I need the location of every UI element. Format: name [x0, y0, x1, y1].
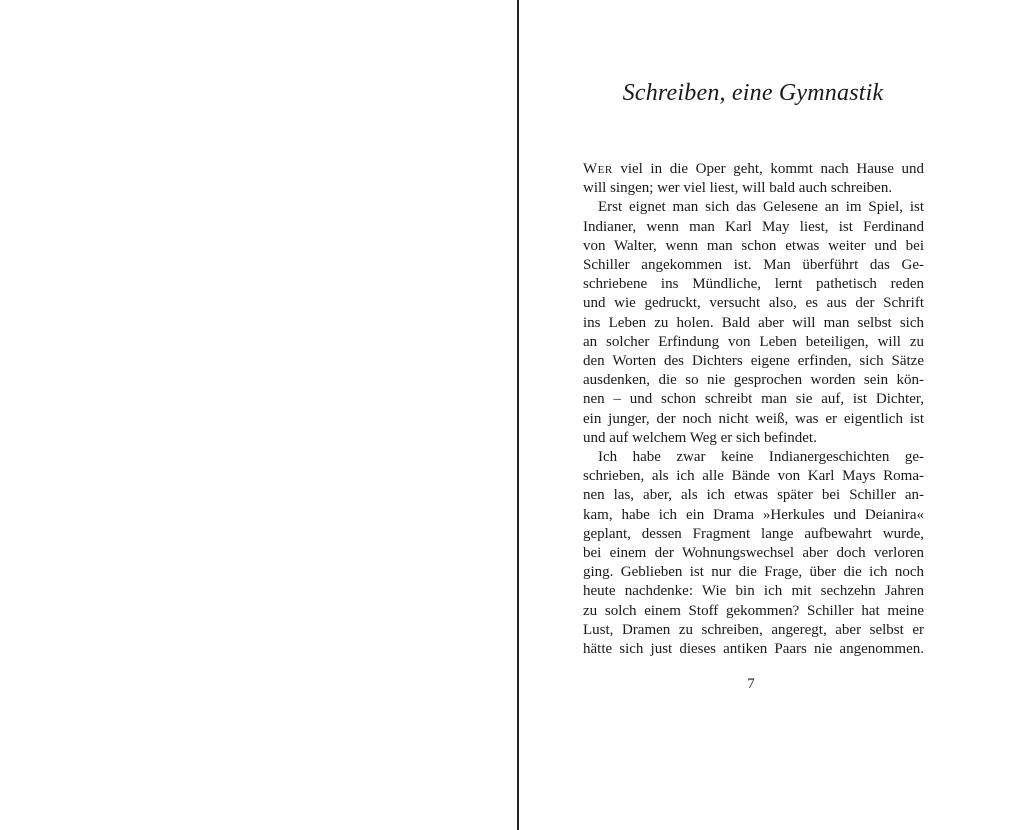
text-line: und auf welchem Weg er sich befindet.	[583, 429, 817, 446]
chapter-title: Schreiben, eine Gymnastik	[622, 80, 884, 106]
text-line: ging. Geblieben ist nur die Frage, über die ich noch	[583, 564, 924, 581]
text-line: ein junger, der noch nicht weiß, was er eigentlich ist	[583, 410, 924, 427]
text-line: nen las, aber, als ich etwas später bei Schiller an-	[583, 487, 924, 504]
text-line: ausdenken, die so nie gesprochen worden sein kön-	[583, 372, 924, 389]
text-line: heute nachdenke: Wie bin ich mit sechzehn Jahren	[583, 583, 924, 600]
text-line: Ich habe zwar keine Indianergeschichten ge-	[598, 449, 924, 466]
right-page	[519, 0, 1033, 830]
text-line: schriebene ins Mündliche, lernt pathetisch reden	[583, 276, 924, 293]
text-line: Indianer, wenn man Karl May liest, ist Ferdinand	[583, 218, 924, 235]
text-line: kam, habe ich ein Drama »Herkules und Deianira«	[583, 506, 924, 523]
text-line: und wie gedruckt, versucht also, es aus der Schrift	[583, 295, 924, 312]
text-line: schrieben, als ich alle Bände von Karl Mays Roma-	[583, 468, 924, 485]
text-line: ins Leben zu holen. Bald aber will man selbst sich	[583, 314, 924, 331]
body-text	[583, 160, 924, 659]
text-line: Lust, Dramen zu schreiben, angeregt, aber selbst er	[583, 621, 924, 638]
text-line: will singen; wer viel liest, will bald auch schreiben.	[583, 180, 893, 197]
text-line: geplant, dessen Fragment lange aufbewahrt wurde,	[583, 525, 924, 542]
paragraph-3	[583, 448, 924, 659]
text-line: den Worten des Dichters eigene erfinden, sich Sätze	[583, 353, 924, 370]
text-line: an solcher Erfindung von Leben beteiligen, will zu	[583, 333, 924, 350]
text-line: von Walter, wenn man schon etwas weiter und bei	[583, 237, 924, 254]
page-number: 7	[747, 676, 755, 692]
text-line: bei einem der Wohnungswechsel aber doch verloren	[583, 545, 924, 562]
text-line: Erst eignet man sich das Gelesene an im Spiel, ist	[598, 199, 924, 216]
text-line: hätte sich just dieses antiken Paars nie angenommen.	[583, 641, 924, 658]
text-line: Schiller angekommen ist. Man überführt das Ge-	[583, 257, 924, 274]
paragraph-1	[583, 160, 924, 198]
text-line: nen – und schon schreibt man sie auf, ist Dichter,	[583, 391, 924, 408]
text-line: Wer viel in die Oper geht, kommt nach Hause und	[583, 161, 924, 177]
text-line: zu solch einem Stoff gekommen? Schiller hat meine	[583, 602, 924, 619]
paragraph-2	[583, 198, 924, 448]
initial-word: Wer	[583, 161, 613, 177]
